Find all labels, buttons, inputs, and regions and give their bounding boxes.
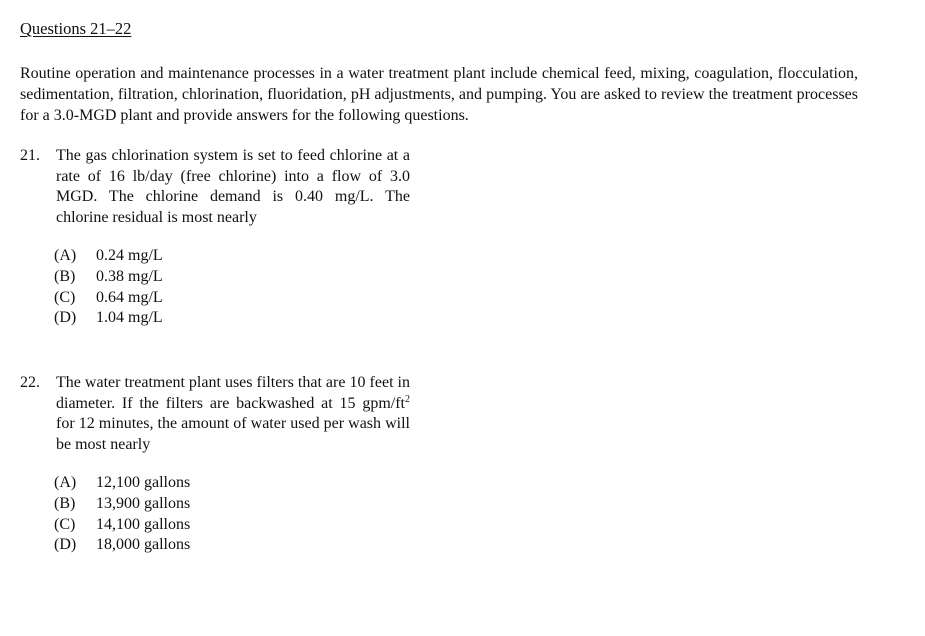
- choice-value: 1.04 mg/L: [96, 309, 163, 327]
- choice-value: 0.38 mg/L: [96, 267, 163, 285]
- question-text: The gas chlorination system is set to feed chlorine at a rate of 16 lb/day (free chlorine) into a flow of 3.0 MGD. The chlorine demand is 0.40 mg/L. The chlorine residual is most nearly: [56, 147, 410, 226]
- choice-letter: (B): [54, 267, 76, 285]
- choice-letter: (D): [54, 309, 77, 327]
- choice-value: 0.24 mg/L: [96, 247, 163, 264]
- question-text: [56, 373, 410, 455]
- intro-paragraph: Routine operation and maintenance processes in a water treatment plant include chemical feed, mixing, coagulation, flocculation, sedimentation, filtration, chlorination, fluoridation, pH adjustments, and pumping. You are asked to review the treatment processes for a 3.0-MGD plant and provide answers for the following questions.: [20, 65, 858, 124]
- question-text-part: for 12 minutes, the amount of water used per wash will be most nearly: [56, 415, 410, 453]
- choice-letter: (C): [54, 288, 76, 306]
- answer-choice-b[interactable]: [54, 494, 410, 515]
- choice-letter: (A): [54, 474, 77, 491]
- choice-value: 14,100 gallons: [96, 515, 191, 533]
- answer-choice-d[interactable]: [54, 308, 410, 329]
- choice-letter: (D): [54, 536, 77, 554]
- question-22: [20, 373, 410, 556]
- answer-choice-d[interactable]: [54, 535, 410, 556]
- question-text-part: The water treatment plant uses filters that are 10 feet in diameter. If the filters are backwashed at 15 gpm/ft: [56, 374, 410, 412]
- choice-letter: (A): [54, 247, 77, 264]
- section-heading: Questions 21–22: [20, 19, 132, 38]
- answer-choice-a[interactable]: [54, 246, 410, 267]
- answer-choices: [54, 473, 410, 556]
- answer-choice-c[interactable]: [54, 288, 410, 309]
- answer-choice-c[interactable]: [54, 515, 410, 536]
- choice-value: 0.64 mg/L: [96, 288, 163, 306]
- choice-value: 13,900 gallons: [96, 494, 191, 512]
- answer-choice-b[interactable]: [54, 267, 410, 288]
- choice-letter: (C): [54, 515, 76, 533]
- choice-letter: (B): [54, 494, 76, 512]
- question-number: 21.: [20, 147, 40, 164]
- answer-choice-a[interactable]: [54, 473, 410, 494]
- choice-value: 18,000 gallons: [96, 536, 191, 554]
- question-21: [20, 146, 410, 329]
- answer-choices: [54, 246, 410, 329]
- superscript-exponent: 2: [405, 393, 410, 405]
- choice-value: 12,100 gallons: [96, 474, 191, 491]
- question-number: 22.: [20, 374, 40, 391]
